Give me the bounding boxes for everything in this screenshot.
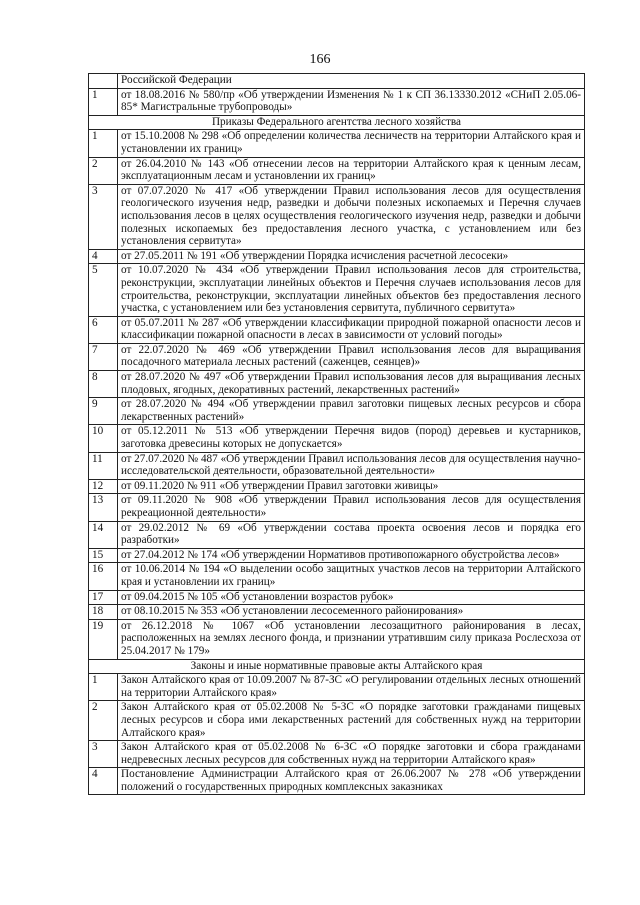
row-text: от 08.10.2015 № 353 «Об установлении лесосеменного районирования» (118, 605, 585, 620)
row-text: от 05.07.2011 № 287 «Об утверждении классификации природной пожарной опасности лесов и классификации пожарной опасности в лесах в зависимости от условий погоды» (118, 316, 585, 343)
row-text: от 27.04.2012 № 174 «Об утверждении Нормативов противопожарного обустройства лесов» (118, 548, 585, 563)
row-number: 12 (89, 479, 118, 494)
row-text: от 18.08.2016 № 580/пр «Об утверждении Изменения № 1 к СП 36.13330.2012 «СНиП 2.05.06-85* Магистральные трубопроводы» (118, 88, 585, 115)
row-text: от 27.05.2011 № 191 «Об утверждении Порядка исчисления расчетной лесосеки» (118, 249, 585, 264)
row-number: 17 (89, 590, 118, 605)
table-row (89, 264, 585, 316)
row-number (89, 74, 118, 89)
table-row (89, 398, 585, 425)
row-text: от 28.07.2020 № 497 «Об утверждении Правил использования лесов для выращивания лесных плодовых, ягодных, декоративных растений, лекарственных растений» (118, 371, 585, 398)
table-row (89, 619, 585, 659)
table-row (89, 343, 585, 370)
page-number: 166 (309, 52, 331, 67)
row-number: 6 (89, 316, 118, 343)
row-number: 1 (89, 130, 118, 157)
table-row (89, 590, 585, 605)
row-number: 9 (89, 398, 118, 425)
table-row (89, 130, 585, 157)
row-text: от 26.12.2018 № 1067 «Об установлении лесозащитного районирования в лесах, расположенных на землях лесного фонда, и признании утратившим силу приказа Рослесхоза от 25.04.2017 № 179» (118, 619, 585, 659)
row-text: Постановление Администрации Алтайского края от 26.06.2007 № 278 «Об утверждении положений о государственных природных комплексных заказниках (118, 768, 585, 795)
row-text: от 09.11.2020 № 908 «Об утверждении Правил использования лесов для осуществления рекреационной деятельности» (118, 494, 585, 521)
table-row (89, 184, 585, 249)
section-header-row (89, 115, 585, 130)
row-text: от 28.07.2020 № 494 «Об утверждении правил заготовки пищевых лесных ресурсов и сбора лекарственных растений» (118, 398, 585, 425)
row-text: от 22.07.2020 № 469 «Об утверждении Правил использования лесов для выращивания посадочного материала лесных растений (саженцев, сеянцев)» (118, 343, 585, 370)
row-number: 2 (89, 157, 118, 184)
row-number: 1 (89, 674, 118, 701)
section-title: Приказы Федерального агентства лесного хозяйства (89, 115, 585, 130)
table-row (89, 88, 585, 115)
row-number: 13 (89, 494, 118, 521)
document-table (88, 73, 585, 795)
table-row (89, 674, 585, 701)
row-text: от 10.06.2014 № 194 «О выделении особо защитных участков лесов на территории Алтайского края и установлении их границ» (118, 563, 585, 590)
table-row (89, 371, 585, 398)
row-number: 10 (89, 425, 118, 452)
row-number: 14 (89, 521, 118, 548)
row-number: 8 (89, 371, 118, 398)
table-row (89, 701, 585, 741)
row-text: от 05.12.2011 № 513 «Об утверждении Перечня видов (пород) деревьев и кустарников, заготовка древесины которых не допускается» (118, 425, 585, 452)
row-text: от 09.04.2015 № 105 «Об установлении возрастов рубок» (118, 590, 585, 605)
section-header-row (89, 659, 585, 674)
table-row (89, 741, 585, 768)
row-number: 3 (89, 184, 118, 249)
table-row (89, 157, 585, 184)
table-row (89, 479, 585, 494)
row-number: 16 (89, 563, 118, 590)
table-row (89, 521, 585, 548)
row-text: от 27.07.2020 № 487 «Об утверждении Правил использования лесов для осуществления научно-исследовательской деятельности, образовательной деятельности» (118, 452, 585, 479)
row-number: 4 (89, 768, 118, 795)
table-row (89, 494, 585, 521)
section-title: Законы и иные нормативные правовые акты Алтайского края (89, 659, 585, 674)
row-number: 18 (89, 605, 118, 620)
row-number: 5 (89, 264, 118, 316)
row-text: от 15.10.2008 № 298 «Об определении количества лесничеств на территории Алтайского края и установлении их границ» (118, 130, 585, 157)
row-number: 19 (89, 619, 118, 659)
row-text: от 09.11.2020 № 911 «Об утверждении Правил заготовки живицы» (118, 479, 585, 494)
table-row (89, 605, 585, 620)
row-number: 1 (89, 88, 118, 115)
table-row (89, 563, 585, 590)
row-number: 4 (89, 249, 118, 264)
row-number: 3 (89, 741, 118, 768)
table-row (89, 548, 585, 563)
table-row (89, 316, 585, 343)
table-row (89, 452, 585, 479)
table-row (89, 249, 585, 264)
table-row (89, 425, 585, 452)
row-number: 2 (89, 701, 118, 741)
table-row (89, 74, 585, 89)
row-text: Российской Федерации (118, 74, 585, 89)
row-number: 15 (89, 548, 118, 563)
row-text: Закон Алтайского края от 10.09.2007 № 87-ЗС «О регулировании отдельных лесных отношений на территории Алтайского края» (118, 674, 585, 701)
row-text: от 29.02.2012 № 69 «Об утверждении состава проекта освоения лесов и порядка его разработки» (118, 521, 585, 548)
row-text: Закон Алтайского края от 05.02.2008 № 6-ЗС «О порядке заготовки и сбора гражданами недревесных лесных ресурсов для собственных нужд на территории Алтайского края» (118, 741, 585, 768)
row-text: Закон Алтайского края от 05.02.2008 № 5-ЗС «О порядке заготовки гражданами пищевых лесных ресурсов и сбора ими лекарственных растений для собственных нужд на территории Алтайского края» (118, 701, 585, 741)
row-number: 7 (89, 343, 118, 370)
table-row (89, 768, 585, 795)
row-text: от 26.04.2010 № 143 «Об отнесении лесов на территории Алтайского края к ценным лесам, эксплуатационным лесам и установлении их границ» (118, 157, 585, 184)
row-number: 11 (89, 452, 118, 479)
row-text: от 07.07.2020 № 417 «Об утверждении Правил использования лесов для осуществления геологического изучения недр, разведки и добычи полезных ископаемых и Перечня случаев использования лесов в целях осуществления геологического изучения недр, разведки и добычи полезных ископаемых без предоставления лесного участка, с установлением или без установления сервитута» (118, 184, 585, 249)
row-text: от 10.07.2020 № 434 «Об утверждении Правил использования лесов для строительства, реконструкции, эксплуатации линейных объектов и Перечня случаев использования лесов для строительства, реконструкции, эксплуатации линейных объектов без предоставления лесного участка, с установлением или без установления сервитута, публичного сервитута» (118, 264, 585, 316)
